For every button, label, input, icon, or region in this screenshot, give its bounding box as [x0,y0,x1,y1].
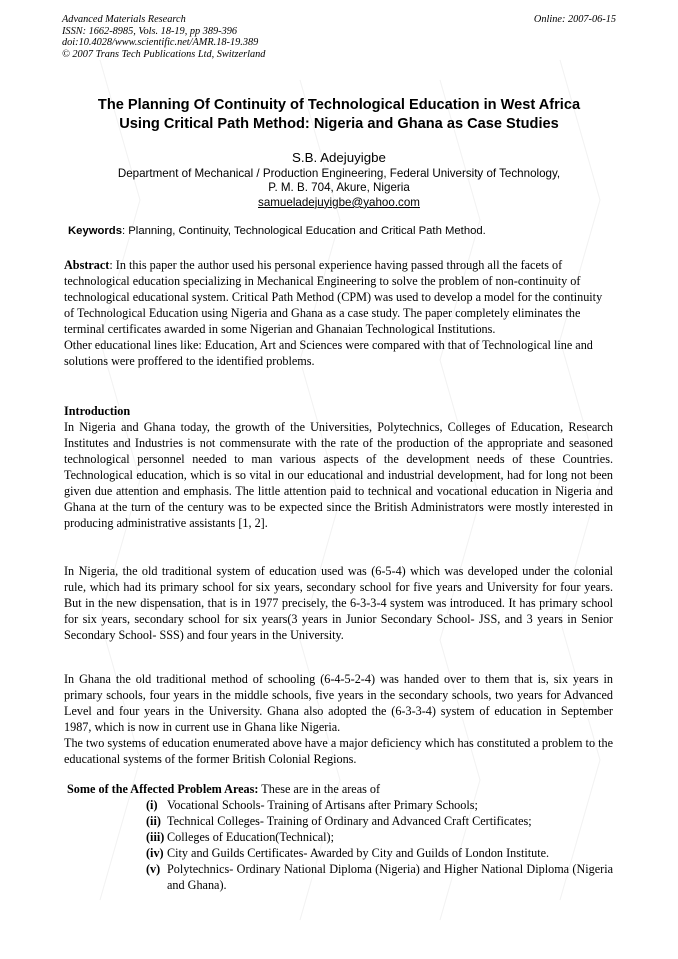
keywords-label: Keywords [68,225,122,237]
author-affiliation [40,167,638,210]
list-item [146,861,613,893]
list-item-text: City and Guilds Certificates- Awarded by City and Guilds of London Institute. [167,846,550,860]
list-item-number: (iv) [146,846,164,860]
introduction-paragraph-4: The two systems of education enumerated above have a major deficiency which has constituted a problem to the educational systems of the former British Colonial Regions. [64,736,613,766]
abstract-text-2: Other educational lines like: Education, Art and Sciences were compared with that of Technological line and solutions were proffered to the identified problems. [64,338,593,368]
problem-areas-list [146,797,613,893]
introduction-paragraph-1: In Nigeria and Ghana today, the growth of the Universities, Polytechnics, Colleges of Education, Research Institutes and Industries is not commensurate with the rate of the production of the appropriate and seasoned technological personnel needed to man various aspects of the development needs of these Countries. Technological education, which is so vital in our educational and industrial development, had for long not been given due attention and emphasis. The little attention paid to technical and vocational education in Nigeria and Ghana at the turn of the century was to be expected since the British Administrators were mostly interested in producing administrative assistants [1, 2]. [64,420,613,530]
author-name: S.B. Adejuyigbe [292,150,386,165]
keywords [68,224,628,238]
abstract-text: : In this paper the author used his personal experience having passed through all the facets of technological education specializing in Mechanical Engineering to solve the problem of non-continuity of technological educational system. Critical Path Method (CPM) was used to develop a model for the continuity of Technological Education using Nigeria and Ghana as a case study. The paper completely eliminates the terminal certificates awarded in some Nigerian and Ghanaian Technological Institutions. [64,258,603,336]
affiliation-line-2: P. M. B. 704, Akure, Nigeria [268,181,410,195]
journal-doi: doi:10.4028/www.scientific.net/AMR.18-19.389 [62,37,259,49]
introduction-paragraph-3-block [64,671,613,767]
list-item-text: Colleges of Education(Technical); [167,830,335,844]
problem-areas-label: Some of the Affected Problem Areas: [67,782,259,796]
list-item-text: Vocational Schools- Training of Artisans after Primary Schools; [167,798,478,812]
title-line-2: Using Critical Path Method: Nigeria and Ghana as Case Studies [119,116,559,132]
list-item [146,797,613,813]
introduction-section [64,403,613,531]
keywords-text: : Planning, Continuity, Technological Education and Critical Path Method. [122,225,486,237]
title-line-1: The Planning Of Continuity of Technological Education in West Africa [97,97,581,113]
journal-copyright: © 2007 Trans Tech Publications Ltd, Switzerland [62,48,266,60]
introduction-paragraph-3: In Ghana the old traditional method of schooling (6-4-5-2-4) was handed over to them that is, six years in primary schools, four years in the middle schools, five years in the secondary schools, two years for Advanced Level and four years in the University. Ghana also adopted the (6-3-3-4) system of education in September 1987, which is now in current use in Ghana like Nigeria. [64,672,613,734]
list-item-number: (ii) [146,814,161,828]
affiliation-line-1: Department of Mechanical / Production Engineering, Federal University of Technology, [117,167,561,180]
paper-title [40,96,638,134]
problem-areas-heading [67,781,615,797]
problem-areas-intro: These are in the areas of [258,782,381,796]
abstract-section [64,257,613,369]
list-item-text: Technical Colleges- Training of Ordinary and Advanced Craft Certificates; [167,814,532,828]
list-item [146,845,613,861]
abstract-label: Abstract [64,258,110,272]
journal-header [62,14,265,60]
list-item-number: (iii) [146,830,165,844]
author-email-link[interactable]: samueladejuyigbe@yahoo.com [258,195,420,209]
list-item-number: (i) [146,798,158,812]
introduction-paragraph-2: In Nigeria, the old traditional system of education used was (6-5-4) which was developed under the colonial rule, which had its primary school for six years, secondary school for five years and University for four years. But in the new dispensation, that is in 1977 precisely, the 6-3-3-4 system was introduced. It has primary school for six years, secondary school for six years(3 years in Junior Secondary School- JSS, and 3 years in Senior Secondary School- SSS) and four years in the University. [64,564,613,642]
list-item [146,829,613,845]
online-date: Online: 2007-06-15 [533,14,616,25]
journal-issn: ISSN: 1662-8985, Vols. 18-19, pp 389-396 [62,25,238,37]
list-item [146,813,613,829]
introduction-heading: Introduction [64,404,131,418]
list-item-text: Polytechnics- Ordinary National Diploma (Nigeria) and Higher National Diploma (Nigeria and Ghana). [167,862,613,892]
journal-name: Advanced Materials Research [62,14,186,25]
list-item-number: (v) [146,862,161,876]
